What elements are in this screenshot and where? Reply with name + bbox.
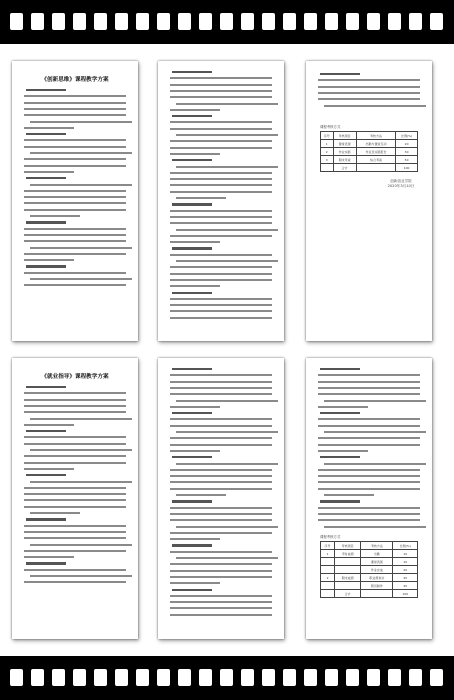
film-hole	[304, 13, 317, 30]
text-line	[318, 437, 420, 439]
text-line	[24, 399, 126, 401]
text-line	[172, 412, 212, 414]
table-row	[321, 574, 418, 582]
text-line	[318, 374, 420, 376]
text-line	[170, 551, 272, 553]
text-line	[170, 266, 272, 268]
text-line	[172, 292, 212, 294]
text-line	[170, 153, 220, 155]
table-cell: 2	[321, 148, 334, 156]
text-line	[172, 368, 212, 370]
text-line	[172, 589, 212, 591]
table-cell: 考核项目	[333, 132, 356, 140]
page-title: 《创新思维》课程教学方案	[41, 77, 109, 83]
text-line	[24, 196, 126, 198]
text-line	[24, 272, 126, 274]
table-cell	[321, 164, 334, 172]
assessment-table	[320, 541, 418, 598]
text-line	[26, 265, 66, 267]
film-hole	[346, 13, 359, 30]
text-line	[320, 500, 360, 502]
table-cell: 简历制作	[361, 582, 393, 590]
table-cell: 平时成绩	[335, 550, 361, 558]
table-cell	[356, 164, 395, 172]
text-line	[24, 525, 126, 527]
text-line	[24, 95, 126, 97]
text-line	[26, 221, 66, 223]
table-cell: 100	[393, 590, 418, 598]
text-line	[170, 310, 272, 312]
table-cell	[321, 558, 335, 566]
text-line	[318, 381, 420, 383]
signature-org: 创新创业学院	[390, 179, 412, 183]
text-line	[176, 526, 278, 528]
text-line	[24, 209, 126, 211]
text-line	[170, 450, 220, 452]
table-cell: 30	[393, 574, 418, 582]
text-line	[24, 499, 126, 501]
film-hole	[430, 13, 443, 30]
text-line	[24, 462, 126, 464]
text-line	[170, 614, 272, 616]
text-line	[30, 512, 80, 514]
film-hole	[115, 13, 128, 30]
text-line	[320, 368, 360, 370]
assessment-table	[320, 131, 418, 172]
table-cell: 综合考查	[356, 156, 395, 164]
table-cell: 合计	[335, 590, 361, 598]
text-line	[170, 273, 272, 275]
table-row	[321, 148, 418, 156]
text-line	[176, 463, 278, 465]
text-line	[176, 557, 278, 559]
text-line	[170, 406, 220, 408]
table-cell: 1	[321, 550, 335, 558]
text-line	[24, 443, 126, 445]
film-hole	[31, 13, 44, 30]
page-4[interactable]	[12, 358, 138, 639]
film-hole	[367, 669, 380, 686]
text-line	[30, 121, 132, 123]
table-cell: 课堂表现	[333, 140, 356, 148]
table-cell: 3	[321, 156, 334, 164]
film-hole	[157, 13, 170, 30]
table-cell: 10	[393, 550, 418, 558]
table-cell: 20	[393, 566, 418, 574]
table-cell	[335, 558, 361, 566]
table-cell: 出勤与课堂互动	[356, 140, 395, 148]
text-line	[170, 582, 220, 584]
text-line	[24, 259, 74, 261]
text-line	[170, 121, 272, 123]
text-line	[170, 216, 272, 218]
table-cell: 30	[396, 148, 418, 156]
text-line	[318, 387, 420, 389]
signature-date: 2020年3月10日	[387, 184, 415, 188]
text-line	[170, 387, 272, 389]
table-cell: 2	[321, 574, 335, 582]
text-line	[176, 431, 278, 433]
text-line	[318, 425, 420, 427]
text-line	[24, 108, 126, 110]
text-line	[26, 518, 66, 520]
table-caption: 课程考核方式	[320, 125, 341, 129]
text-line	[30, 449, 132, 451]
film-hole	[388, 13, 401, 30]
table-cell	[321, 582, 335, 590]
text-line	[318, 513, 420, 515]
table-cell: 考核方法	[356, 132, 395, 140]
table-cell: 考核方法	[361, 542, 393, 550]
film-hole	[136, 13, 149, 30]
table-cell	[335, 566, 361, 574]
text-line	[170, 172, 272, 174]
text-line	[324, 400, 426, 402]
text-line	[30, 152, 132, 154]
text-line	[24, 253, 126, 255]
text-line	[26, 430, 66, 432]
film-hole	[283, 13, 296, 30]
text-line	[30, 278, 132, 280]
page-title: 《就业指导》课程教学方案	[41, 374, 109, 380]
film-hole	[52, 669, 65, 686]
film-hole	[31, 669, 44, 686]
text-line	[176, 229, 278, 231]
page-1[interactable]	[12, 61, 138, 341]
film-hole	[94, 13, 107, 30]
text-line	[170, 317, 272, 319]
text-line	[24, 202, 126, 204]
page-2[interactable]	[158, 61, 284, 341]
text-line	[30, 575, 132, 577]
text-line	[170, 595, 272, 597]
text-line	[24, 284, 126, 286]
text-line	[24, 411, 126, 413]
text-line	[324, 526, 426, 528]
text-line	[24, 556, 74, 558]
text-line	[170, 184, 272, 186]
text-line	[24, 531, 126, 533]
text-line	[24, 158, 126, 160]
text-line	[170, 147, 272, 149]
text-line	[170, 140, 272, 142]
table-row	[321, 140, 418, 148]
text-line	[24, 146, 126, 148]
table-caption: 课程考核方式	[320, 535, 341, 539]
text-line	[26, 474, 66, 476]
text-line	[30, 184, 132, 186]
text-line	[318, 507, 420, 509]
film-hole	[388, 669, 401, 686]
table-row	[321, 550, 418, 558]
film-hole	[241, 13, 254, 30]
film-hole	[73, 13, 86, 30]
text-line	[170, 279, 272, 281]
film-hole	[367, 13, 380, 30]
text-line	[24, 171, 74, 173]
film-hole	[52, 13, 65, 30]
text-line	[170, 381, 272, 383]
table-row	[321, 164, 418, 172]
film-hole	[178, 669, 191, 686]
film-strip-bottom	[0, 656, 454, 700]
text-line	[172, 159, 212, 161]
text-line	[24, 487, 126, 489]
text-line	[172, 71, 212, 73]
table-cell: 50	[396, 156, 418, 164]
text-line	[170, 285, 220, 287]
text-line	[176, 134, 278, 136]
table-cell: 职业规划书	[361, 574, 393, 582]
film-hole	[220, 13, 233, 30]
text-line	[170, 298, 272, 300]
text-line	[170, 210, 272, 212]
table-cell: 30	[393, 582, 418, 590]
text-line	[176, 197, 226, 199]
text-line	[176, 166, 278, 168]
text-line	[24, 493, 126, 495]
text-line	[170, 481, 272, 483]
text-line	[26, 562, 66, 564]
text-line	[324, 105, 426, 107]
table-cell: 出勤	[361, 550, 393, 558]
text-line	[26, 386, 66, 388]
text-line	[170, 601, 272, 603]
text-line	[30, 418, 132, 420]
table-cell: 期末考查	[333, 156, 356, 164]
text-line	[24, 102, 126, 104]
table-cell: 10	[393, 558, 418, 566]
table-cell: 比例(%)	[396, 132, 418, 140]
text-line	[24, 405, 126, 407]
text-line	[170, 538, 220, 540]
film-hole	[409, 13, 422, 30]
text-line	[24, 455, 126, 457]
text-line	[24, 165, 126, 167]
text-line	[320, 456, 360, 458]
text-line	[324, 463, 426, 465]
text-line	[170, 90, 272, 92]
table-cell	[335, 582, 361, 590]
text-line	[170, 513, 272, 515]
film-hole	[199, 13, 212, 30]
table-cell: 比例(%)	[393, 542, 418, 550]
film-hole	[346, 669, 359, 686]
film-hole	[157, 669, 170, 686]
text-line	[24, 550, 126, 552]
table-cell: 考核项目	[335, 542, 361, 550]
table-cell: 序号	[321, 542, 335, 550]
page-5[interactable]	[158, 358, 284, 639]
text-line	[170, 178, 272, 180]
table-row	[321, 566, 418, 574]
text-line	[318, 418, 420, 420]
film-hole	[178, 13, 191, 30]
text-line	[170, 563, 272, 565]
text-line	[170, 77, 272, 79]
text-line	[24, 190, 126, 192]
page-6[interactable]	[306, 358, 432, 639]
text-line	[170, 128, 272, 130]
film-hole	[136, 669, 149, 686]
table-cell: 课堂表现	[361, 558, 393, 566]
text-line	[318, 488, 420, 490]
text-line	[172, 247, 212, 249]
text-line	[170, 532, 272, 534]
film-hole	[262, 669, 275, 686]
text-line	[176, 494, 226, 496]
text-line	[318, 393, 420, 395]
text-line	[318, 469, 420, 471]
film-hole	[262, 13, 275, 30]
text-line	[170, 519, 272, 521]
table-row	[321, 558, 418, 566]
text-line	[170, 475, 272, 477]
film-hole	[283, 669, 296, 686]
text-line	[170, 254, 272, 256]
text-line	[170, 374, 272, 376]
text-line	[172, 456, 212, 458]
table-row	[321, 156, 418, 164]
text-line	[318, 406, 368, 408]
film-hole	[10, 669, 23, 686]
text-line	[24, 234, 126, 236]
text-line	[318, 79, 420, 81]
table-cell: 作业及实践报告	[356, 148, 395, 156]
text-line	[24, 114, 126, 116]
text-line	[172, 500, 212, 502]
text-line	[170, 576, 272, 578]
text-line	[170, 570, 272, 572]
text-line	[170, 84, 272, 86]
page-3[interactable]	[306, 61, 432, 341]
text-line	[172, 203, 212, 205]
text-line	[176, 103, 278, 105]
text-line	[24, 127, 74, 129]
film-hole	[73, 669, 86, 686]
text-line	[170, 393, 272, 395]
table-cell	[321, 590, 335, 598]
text-line	[324, 431, 426, 433]
table-cell: 合计	[333, 164, 356, 172]
text-line	[24, 569, 126, 571]
text-line	[170, 418, 272, 420]
signature-block	[376, 179, 426, 189]
text-line	[170, 96, 272, 98]
text-line	[170, 425, 272, 427]
text-line	[170, 235, 272, 237]
table-cell: 20	[396, 140, 418, 148]
text-line	[176, 400, 278, 402]
text-line	[24, 424, 74, 426]
text-line	[318, 86, 420, 88]
text-line	[24, 436, 126, 438]
text-line	[170, 488, 272, 490]
text-line	[24, 537, 126, 539]
text-line	[24, 228, 126, 230]
text-line	[176, 260, 278, 262]
text-line	[24, 506, 126, 508]
table-cell: 1	[321, 140, 334, 148]
text-line	[320, 73, 360, 75]
film-hole	[115, 669, 128, 686]
text-line	[26, 89, 66, 91]
text-line	[170, 507, 272, 509]
text-line	[170, 444, 272, 446]
table-cell: 序号	[321, 132, 334, 140]
text-line	[24, 468, 74, 470]
film-hole	[241, 669, 254, 686]
film-hole	[409, 669, 422, 686]
table-cell: 100	[396, 164, 418, 172]
film-hole	[10, 13, 23, 30]
table-header-row	[321, 542, 418, 550]
table-cell: 期末成绩	[335, 574, 361, 582]
film-hole	[220, 669, 233, 686]
text-line	[318, 98, 420, 100]
text-line	[318, 450, 368, 452]
text-line	[26, 133, 66, 135]
table-cell: 作业实践	[333, 148, 356, 156]
text-line	[30, 544, 132, 546]
table-header-row	[321, 132, 418, 140]
film-hole	[430, 669, 443, 686]
film-hole	[325, 13, 338, 30]
text-line	[170, 222, 272, 224]
table-cell	[321, 566, 335, 574]
film-hole	[94, 669, 107, 686]
text-line	[172, 544, 212, 546]
film-hole	[199, 669, 212, 686]
text-line	[30, 215, 80, 217]
text-line	[170, 241, 220, 243]
text-line	[170, 304, 272, 306]
film-hole	[325, 669, 338, 686]
text-line	[318, 475, 420, 477]
film-hole	[304, 669, 317, 686]
text-line	[170, 607, 272, 609]
text-line	[30, 247, 132, 249]
text-line	[318, 519, 420, 521]
text-line	[320, 412, 360, 414]
text-line	[24, 139, 126, 141]
table-row	[321, 590, 418, 598]
text-line	[170, 191, 272, 193]
text-line	[318, 481, 420, 483]
text-line	[170, 109, 220, 111]
table-cell: 作业完成	[361, 566, 393, 574]
text-line	[172, 115, 212, 117]
text-line	[318, 92, 420, 94]
text-line	[170, 437, 272, 439]
film-strip-top	[0, 0, 454, 44]
text-line	[24, 581, 126, 583]
text-line	[318, 444, 420, 446]
text-line	[24, 392, 126, 394]
table-row	[321, 582, 418, 590]
table-cell	[361, 590, 393, 598]
text-line	[324, 494, 374, 496]
text-line	[30, 481, 132, 483]
text-line	[170, 469, 272, 471]
text-line	[24, 240, 126, 242]
text-line	[26, 177, 66, 179]
